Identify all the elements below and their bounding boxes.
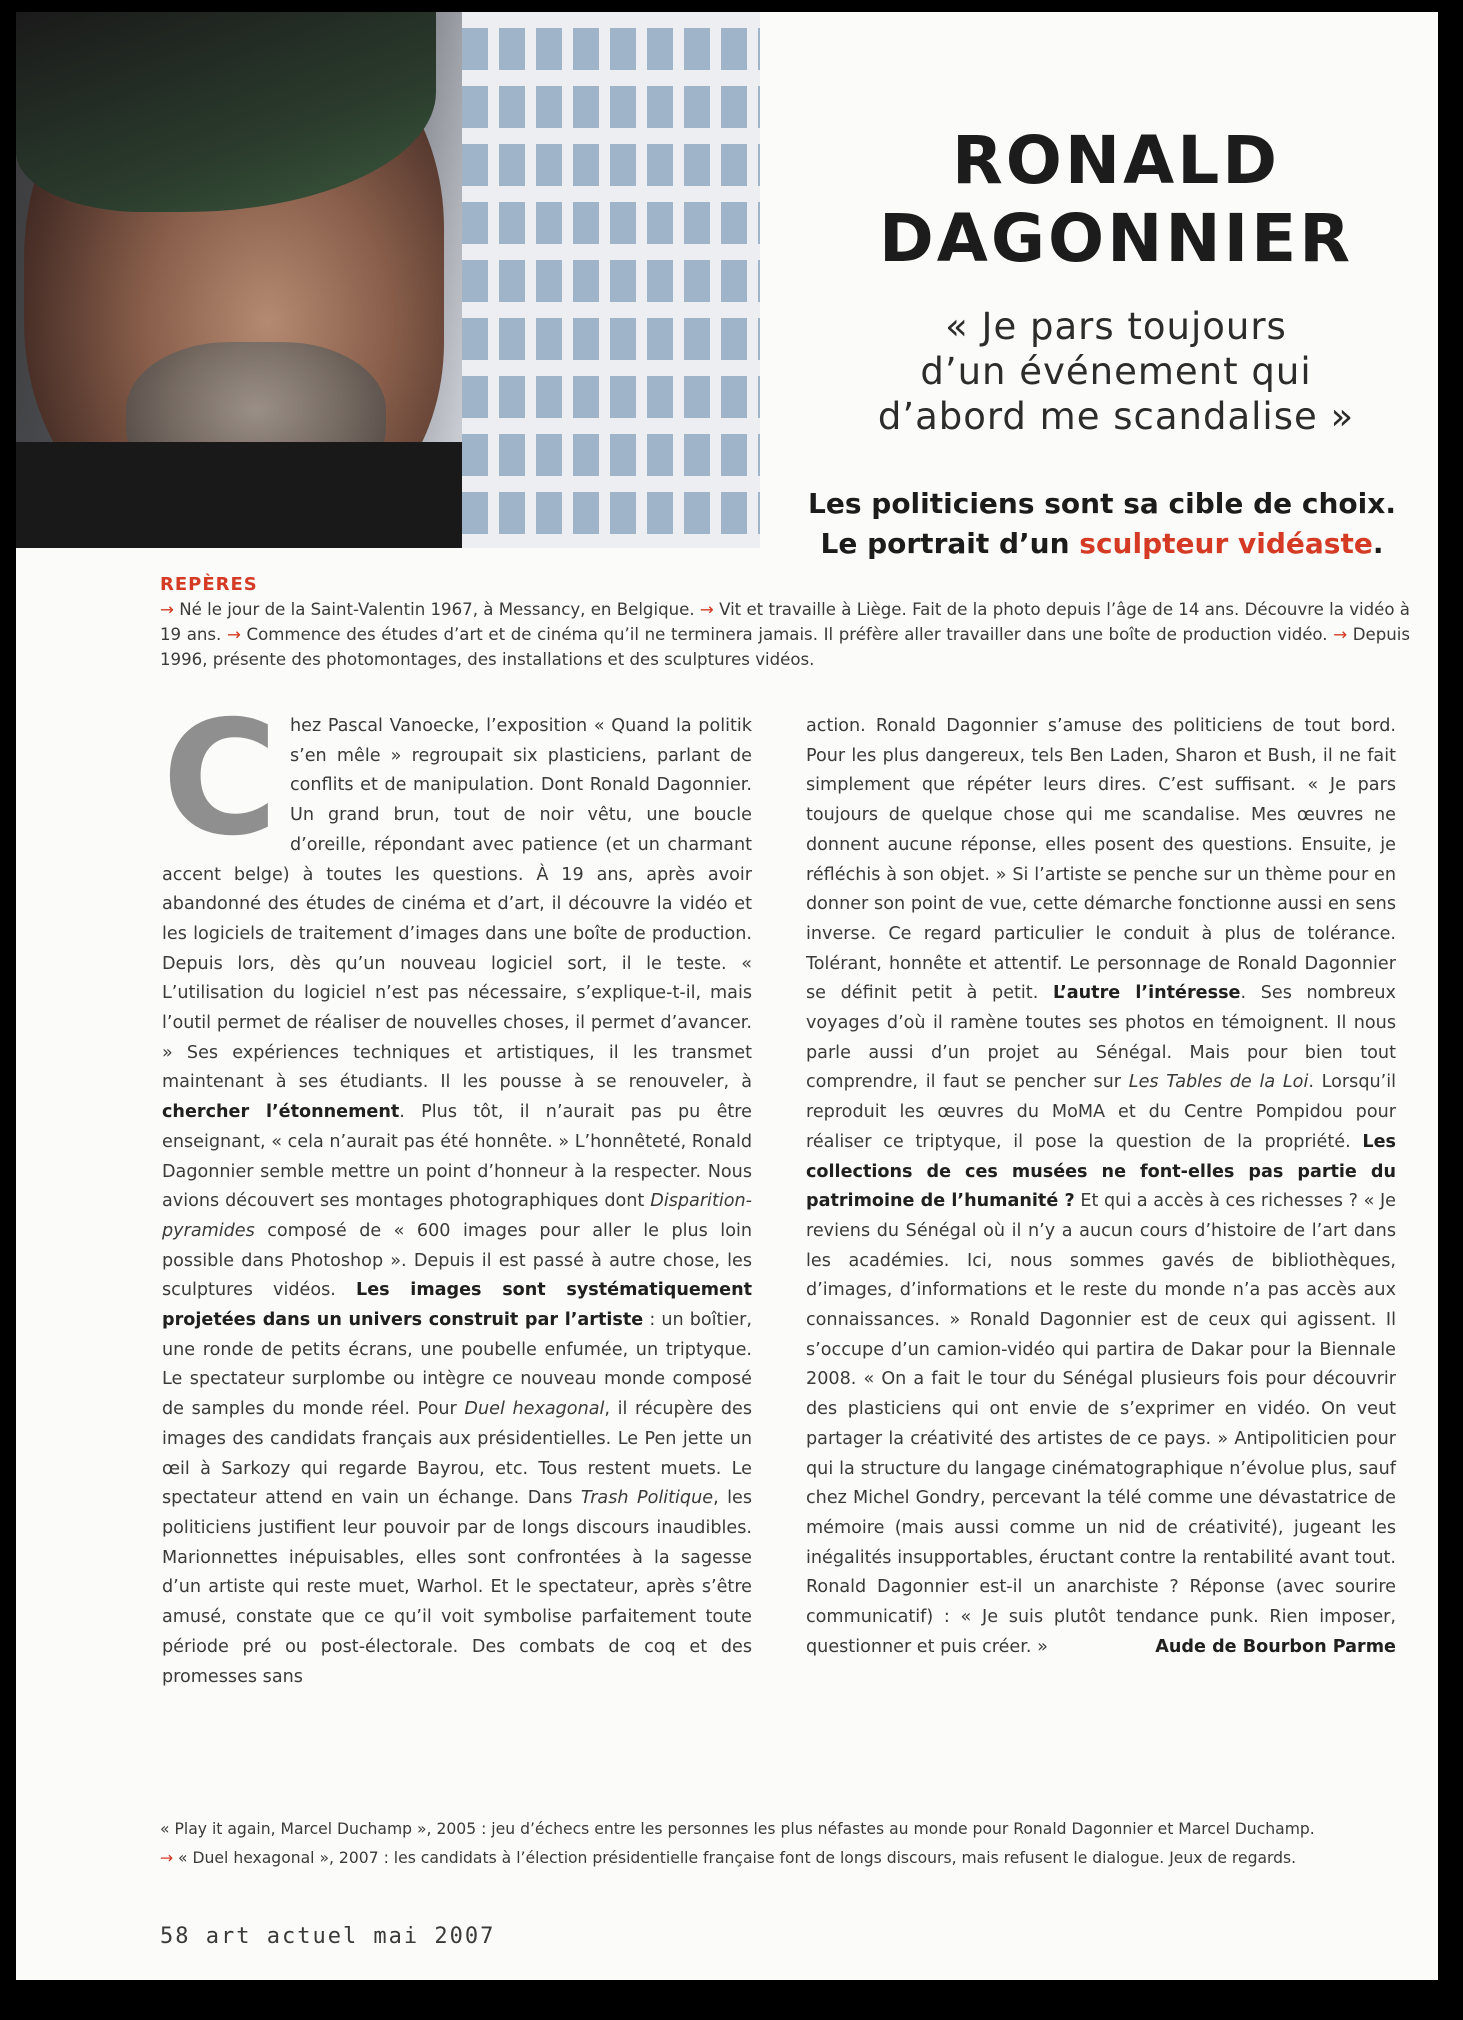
article-paragraph [162, 687, 753, 1692]
arrow-icon: → [160, 600, 174, 619]
arrow-icon: → [226, 625, 241, 644]
reperes-item: Vit et travaille à Liège. Fait de la photo depuis l’âge de 14 ans. Découvre la vidéo à 19 ans. [160, 600, 1410, 644]
text-run: . Plus tôt, il n’aurait pas pu être enseignant, « cela n’aurait pas été honnête. » L’honnêteté, Ronald Dagonnier semble mettre un point d’honneur à la respecter. Nous avions découvert ses montages photographiques dont [162, 1102, 752, 1212]
video-wall-background [462, 12, 760, 548]
text-run: Et qui a accès à ces richesses ? « Je reviens du Sénégal où il n’y a aucun cours d’histoire de l’art dans les académies. Ici, nous sommes gavés de bibliothèques, d’images, d’informations et le reste du monde n’a pas accès aux connaissances. » Ronald Dagonnier est de ceux qui agissent. Il s’occupe d’un camion-vidéo qui partira de Dakar pour la Biennale 2008. « On a fait le tour du Sénégal plusieurs fois pour découvrir des plasticiens qui ont envie de s’exprimer en vidéo. On veut partager la créativité des artistes de ce pays. » Antipoliticien pour qui la structure du langage cinématographique n’évolue plus, sauf chez Michel Gondry, percevant la télé comme une dévastatrice de mémoire (mais aussi comme un nid de créativité), jugeant les inégalités insupportables, éructant contre la rentabilité avant tout. Ronald Dagonnier est-il un anarchiste ? Réponse (avec sourire communicatif) : « Je suis plutôt tendance punk. Rien imposer, questionner et puis créer. » [806, 1191, 1397, 1657]
photo-caption [160, 1815, 1410, 1873]
text-run: , il récupère des images des candidats français aux présidentielles. Le Pen jette un œil à Sarkozy qui regarde Bayrou, etc. Tous restent muets. Le spectateur attend en vain un échange. Dans [162, 1399, 752, 1509]
portrait-photo [16, 12, 760, 548]
reperes-item: Commence des études d’art et de cinéma qu’il ne terminera jamais. Il préfère aller travailler dans une boîte de production vidéo. [246, 625, 1328, 644]
article-title [796, 122, 1436, 278]
drop-cap: C [162, 687, 278, 871]
text-run: hez Pascal Vanoecke, l’exposition « Quand la politik s’en mêle » regroupait six plasticiens, parlant de conflits et de manipulation. Dont Ronald Dagonnier. Un grand brun, tout de noir vêtu, une boucle d’oreille, répondant avec patience (et un charmant accent belge) à toutes les questions. À 19 ans, après avoir abandonné des études de cinéma et d’art, il découvre la vidéo et les logiciels de traitement d’images dans une boîte de production. Depuis lors, dès qu’un nouveau logiciel sort, il le teste. « L’utilisation du logiciel n’est pas nécessaire, s’explique-t-il, mais l’outil permet de réaliser de nouvelles choses, il permet d’avancer. » Ses expériences techniques et artistiques, il les transmet maintenant à ses étudiants. Il les pousse à se renouveler, à [162, 716, 752, 1093]
arrow-icon: → [699, 600, 714, 619]
pull-quote [796, 304, 1436, 439]
subtitle-line-2-end: . [1372, 527, 1384, 560]
text-run: : un boîtier, une ronde de petits écrans, une poubelle enfumée, un triptyque. Le spectateur surplombe ou intègre ce nouveau monde composé de samples du monde réel. Pour [162, 1310, 752, 1420]
author-signature: Aude de Bourbon Parme [1155, 1636, 1396, 1657]
quote-line-1: « Je pars toujours [945, 305, 1287, 348]
artwork-title: Duel hexagonal [464, 1399, 605, 1420]
page-footer: 58 art actuel mai 2007 [160, 1924, 496, 1949]
magazine-page [16, 12, 1438, 1980]
reperes-item: Depuis 1996, présente des photomontages, des installations et des sculptures vidéos. [160, 625, 1411, 669]
artist-shoulder [16, 442, 462, 548]
article-column-2 [806, 712, 1396, 1663]
article-column-1 [162, 687, 753, 1692]
text-run: . Lorsqu’il reproduit les œuvres du MoMA et du Centre Pompidou pour réaliser ce triptyque, il pose la question de la propriété. [806, 1072, 1397, 1152]
quote-line-3: d’abord me scandalise » [877, 395, 1355, 438]
bold-phrase: chercher l’étonnement [162, 1102, 400, 1123]
title-line-1: RONALD [951, 122, 1281, 199]
artwork-title: Les Tables de la Loi [1128, 1072, 1309, 1093]
text-run: . Ses nombreux voyages d’où il ramène toutes ses photos en témoignent. Il nous parle aussi d’un projet au Sénégal. Mais pour bien tout comprendre, il faut se pencher sur [806, 983, 1396, 1093]
title-line-2: DAGONNIER [878, 200, 1354, 277]
arrow-icon: → [160, 1849, 174, 1867]
subtitle-line-2-start: Le portrait d’un [820, 527, 1080, 560]
text-run: , les politiciens justifient leur pouvoir par de longs discours inaudibles. Marionnettes inépuisables, elles sont confrontées à la sagesse d’un artiste qui reste muet, Warhol. Et le spectateur, après s’être amusé, constate que ce qu’il voit symbolise parfaitement toute période pré ou post-électorale. Des combats de coq et des promesses sans [162, 1488, 752, 1687]
bold-phrase: L’autre l’intéresse [1052, 983, 1241, 1004]
article-paragraph [806, 712, 1396, 1663]
quote-line-2: d’un événement qui [920, 350, 1312, 393]
arrow-icon: → [1333, 625, 1348, 644]
artwork-title: Disparition-pyramides [162, 1191, 752, 1241]
caption-line-2: « Duel hexagonal », 2007 : les candidats à l’élection présidentielle française font de longs discours, mais refusent le dialogue. Jeux de regards. [178, 1849, 1297, 1867]
caption-line-1: « Play it again, Marcel Duchamp », 2005 : jeu d’échecs entre les personnes les plus néfastes au monde pour Ronald Dagonnier et Marcel Duchamp. [160, 1820, 1315, 1838]
subtitle-line-1: Les politiciens sont sa cible de choix. [808, 487, 1396, 520]
subtitle-highlight: sculpteur vidéaste [1079, 527, 1373, 560]
reperes-box [160, 572, 1410, 672]
text-run: action. Ronald Dagonnier s’amuse des politiciens de tout bord. Pour les plus dangereux, tels Ben Laden, Sharon et Bush, il ne fait simplement que répéter leurs dires. C’est suffisant. « Je pars toujours de quelque chose qui me scandalise. Mes œuvres ne donnent aucune réponse, elles posent des questions. Ensuite, je réfléchis à son objet. » Si l’artiste se penche sur un thème pour en donner son point de vue, cette démarche fonctionne aussi en sens inverse. Ce regard particulier le conduit à plus de tolérance. Tolérant, honnête et attentif. Le personnage de Ronald Dagonnier se définit petit à petit. [806, 716, 1396, 1004]
artwork-title: Trash Politique [580, 1488, 714, 1509]
reperes-title: REPÈRES [160, 574, 258, 595]
text-run: composé de « 600 images pour aller le plus loin possible dans Photoshop ». Depuis il est passé à autre chose, les sculptures vidéos. [162, 1220, 752, 1301]
reperes-item: Né le jour de la Saint-Valentin 1967, à Messancy, en Belgique. [179, 600, 695, 619]
article-subtitle [776, 484, 1428, 564]
bold-phrase: Les collections de ces musées ne font-elles pas partie du patrimoine de l’humanité ? [806, 1131, 1396, 1212]
bold-phrase: Les images sont systématiquement projetées dans un univers construit par l’artiste [162, 1280, 753, 1331]
